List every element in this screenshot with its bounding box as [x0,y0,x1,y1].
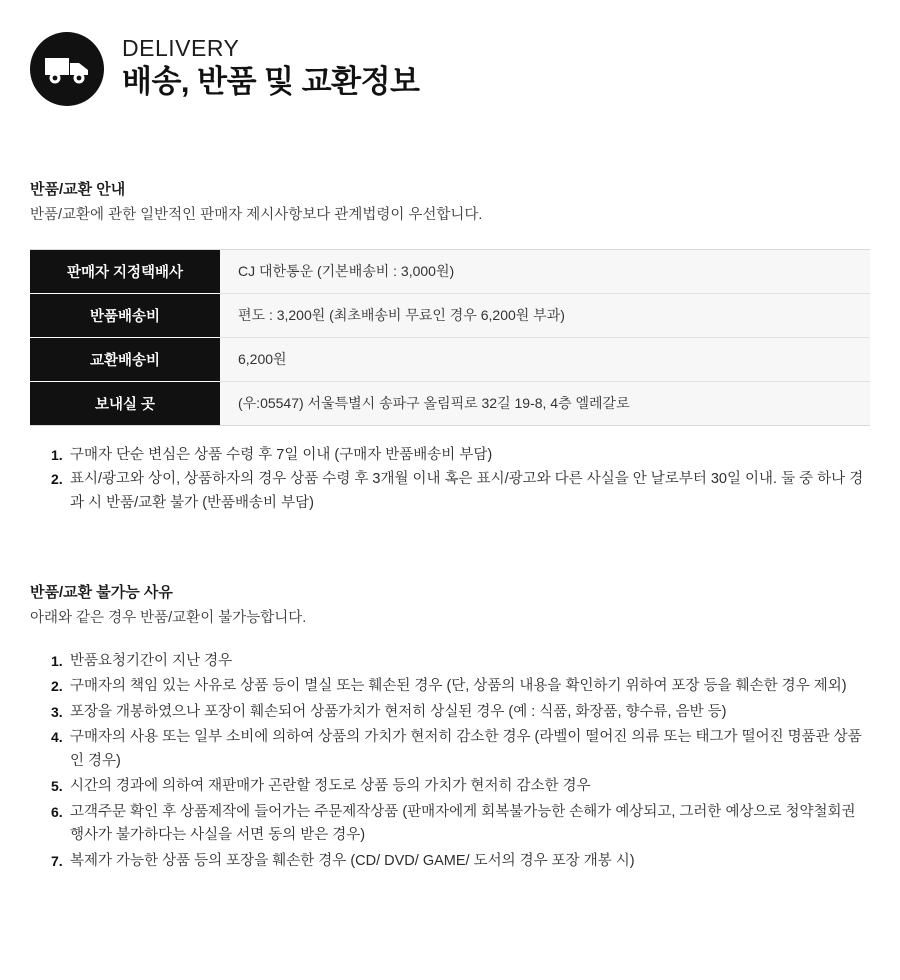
list-item: 포장을 개봉하였으나 포장이 훼손되어 상품가치가 현저히 상실된 경우 (예 : 식품, 화장품, 향수류, 음반 등) [70,703,727,720]
non-returnable-reasons-section [0,581,900,873]
delivery-header [0,0,900,106]
table-row-value: CJ 대한통운 (기본배송비 : 3,000원) [220,249,870,293]
table-row [30,249,870,293]
list-item: 구매자 단순 변심은 상품 수령 후 7일 이내 (구매자 반품배송비 부담) [70,446,493,463]
reasons-heading: 반품/교환 불가능 사유 [30,584,173,602]
table-row [30,293,870,337]
table-row-value: (우:05547) 서울특별시 송파구 올림픽로 32길 19-8, 4층 엘레갈로 [220,381,870,425]
delivery-info-table [30,249,870,426]
notice-heading: 반품/교환 안내 [30,181,126,198]
list-item: 복제가 가능한 상품 등의 포장을 훼손한 경우 (CD/ DVD/ GAME/ 도서의 경우 포장 개봉 시) [70,852,635,869]
header-eyebrow: DELIVERY [122,34,240,61]
table-row-value: 편도 : 3,200원 (최초배송비 무료인 경우 6,200원 부과) [220,293,870,337]
page-title: 배송, 반품 및 교환정보 [122,64,420,100]
table-row-label: 반품배송비 [30,293,220,337]
table-row [30,381,870,425]
notice-subtext: 반품/교환에 관한 일반적인 판매자 제시사항보다 관계법령이 우선합니다. [30,207,483,223]
table-row-label: 판매자 지정택배사 [30,249,220,293]
list-item: 구매자의 사용 또는 일부 소비에 의하여 상품의 가치가 현저히 감소한 경우 (라벨이 떨어진 의류 또는 태그가 떨어진 명품관 상품인 경우) [70,729,862,769]
reasons-list [30,650,870,873]
reasons-subtext: 아래와 같은 경우 반품/교환이 불가능합니다. [30,610,307,627]
table-row-label: 교환배송비 [30,337,220,381]
table-row-value: 6,200원 [220,337,870,381]
list-item: 구매자의 책임 있는 사유로 상품 등이 멸실 또는 훼손된 경우 (단, 상품의 내용을 확인하기 위하여 포장 등을 훼손한 경우 제외) [70,678,847,695]
return-exchange-notice-section [0,178,900,515]
list-item: 고객주문 확인 후 상품제작에 들어가는 주문제작상품 (판매자에게 회복불가능한 손해가 예상되고, 그러한 예상으로 청약철회권 행사가 불가하다는 사실을 서면 동의 받은 경우) [70,803,856,844]
table-row-label: 보내실 곳 [30,381,220,425]
notice-list [30,444,870,515]
table-row [30,337,870,381]
delivery-truck-icon [30,32,104,106]
list-item: 표시/광고와 상이, 상품하자의 경우 상품 수령 후 3개월 이내 혹은 표시/광고와 다른 사실을 안 날로부터 30일 이내. 둘 중 하나 경과 시 반품/교환 불가 (반품배송비 부담) [70,471,864,511]
list-item: 시간의 경과에 의하여 재판매가 곤란할 정도로 상품 등의 가치가 현저히 감소한 경우 [70,778,591,795]
list-item: 반품요청기간이 지난 경우 [70,652,233,669]
